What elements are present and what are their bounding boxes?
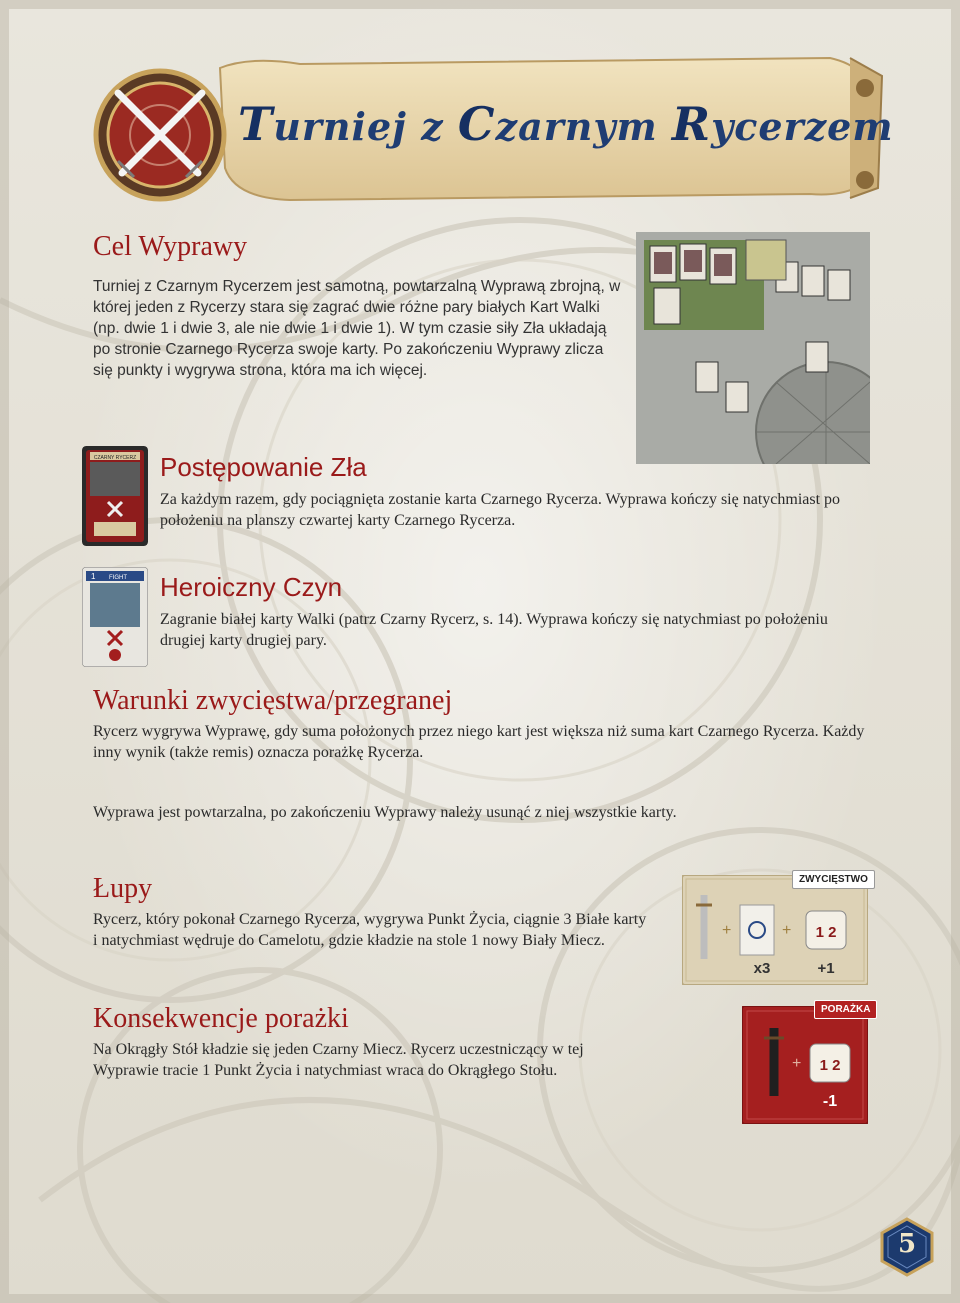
defeat-tag: PORAŻKA	[814, 1000, 877, 1019]
title-word-1: urniej	[273, 104, 422, 149]
reward-card-count: x3	[753, 960, 771, 977]
text-heroiczny-czyn: Zagranie białej karty Walki (patrz Czarny Rycerz, s. 14). Wyprawa kończy się natychmiast po położeniu drugiej karty drugiej pary.	[160, 611, 828, 649]
svg-text:+: +	[722, 922, 732, 939]
reward-dice-value: +1	[817, 960, 835, 977]
text-cel-wyprawy: Turniej z Czarnym Rycerzem jest samotną, powtarzalną Wyprawą zbrojną, w której jeden z Rycerzy stara się zagrać dwie różne pary białych Kart Walki (np. dwie 1 i dwie 3, ale nie dwie 1 i dwie 1). W tym czasie siły Zła układają po stronie Czarnego Rycerza swoje karty. Po zakończeniu Wyprawy zlicza się punkty i wygrywa strona, która ma ich więcej.	[93, 278, 621, 379]
crossed-swords-emblem-icon	[90, 65, 230, 205]
fight-card-label: FIGHT	[109, 575, 127, 581]
reward-panel	[682, 875, 868, 985]
title-word-4: ycerzem	[711, 104, 894, 149]
text-lupy: Rycerz, który pokonał Czarnego Rycerza, wygrywa Punkt Życia, ciągnie 3 Białe karty i natychmiast wędruje do Camelotu, gdzie kładzie na stole 1 nowy Biały Miecz.	[93, 911, 647, 949]
heading-konsekwencje: Konsekwencje porażki	[93, 1003, 349, 1034]
page-title	[238, 97, 894, 151]
penalty-panel	[742, 1006, 868, 1124]
text-wyprawa-powtarzalna: Wyprawa jest powtarzalna, po zakończeniu Wyprawy należy usunąć z niej wszystkie karty.	[93, 804, 677, 821]
title-initial-r: R	[671, 97, 712, 151]
svg-text:+: +	[782, 922, 792, 939]
reward-dice-face: 1 2	[815, 924, 837, 941]
svg-text:+: +	[792, 1055, 802, 1072]
text-postepowanie-zla: Za każdym razem, gdy pociągnięta zostanie karta Czarnego Rycerza. Wyprawa kończy się natychmiast po położeniu na planszy czwartej karty Czarnego Rycerza.	[160, 491, 841, 529]
penalty-dice-value: -1	[822, 1093, 838, 1110]
heading-lupy: Łupy	[93, 873, 153, 904]
text-konsekwencje: Na Okrągły Stół kładzie się jeden Czarny Miecz. Rycerz uczestniczący w tej Wyprawie tracie 1 Punkt Życia i natychmiast wraca do Okrągłego Stołu.	[93, 1041, 584, 1079]
heading-postepowanie-zla: Postępowanie Zła	[160, 452, 367, 482]
penalty-dice-face: 1 2	[819, 1057, 841, 1074]
title-initial-c: C	[457, 97, 496, 151]
fight-card-icon	[82, 567, 148, 667]
evil-card-label: CZARNY RYCERZ	[93, 455, 137, 461]
heading-cel-wyprawy: Cel Wyprawy	[93, 231, 248, 262]
game-board-illustration	[636, 232, 870, 464]
title-word-3: zarnym	[495, 104, 672, 149]
text-warunki: Rycerz wygrywa Wyprawę, gdy suma położonych przez niego kart jest większa niż suma kart Czarnego Rycerza. Każdy inny wynik (także remis) oznacza porażkę Rycerza.	[93, 723, 865, 761]
fight-card-value: 1	[91, 572, 96, 581]
title-word-2: z	[421, 104, 458, 149]
page-number: 5	[897, 1229, 917, 1259]
heading-warunki: Warunki zwycięstwa/przegranej	[93, 685, 453, 716]
black-knight-card-icon	[82, 446, 148, 546]
heading-heroiczny-czyn: Heroiczny Czyn	[160, 572, 343, 602]
victory-tag: ZWYCIĘSTWO	[792, 870, 875, 889]
title-initial-t: T	[238, 97, 274, 151]
